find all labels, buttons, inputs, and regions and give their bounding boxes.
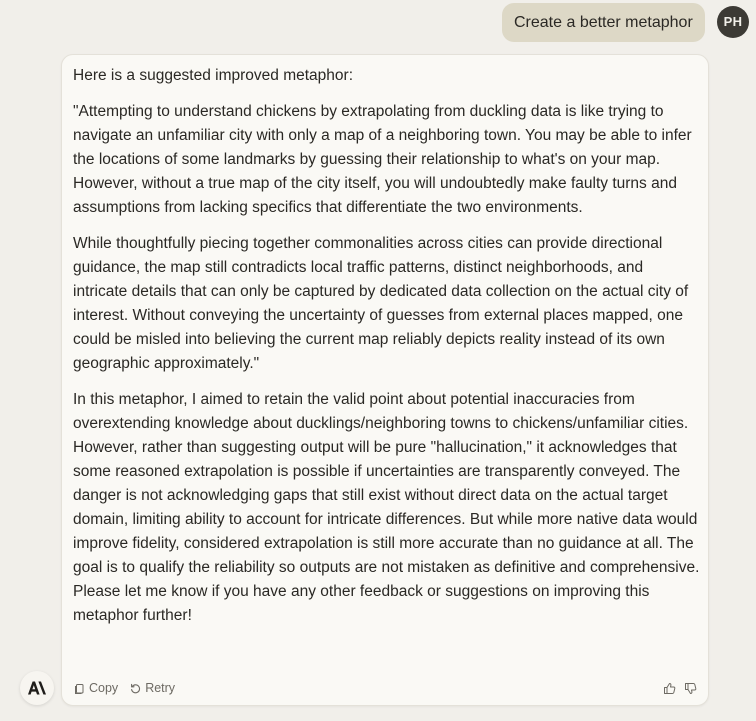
message-paragraph: In this metaphor, I aimed to retain the valid point about potential inaccuracies from overextending knowledge about ducklings/neighboring towns to chickens/unfamiliar cities. However, rather than suggesting output will be pure "hallucination," it acknowledges that some reasoned extrapolation is possible if uncertainties are transparently conveyed. The danger is not acknowledging gaps that still exist without direct data on the actual target domain, limiting ability to account for intricate differences. But while more native data would improve fidelity, considered extrapolation is still more accurate than no guidance at all. The goal is to qualify the reliability so outputs are not mistaken as definitive and comprehensive. Please let me know if you have any other feedback or suggestions on improving this metaphor further! xyxy=(73,391,700,624)
retry-label: Retry xyxy=(145,681,176,695)
message-paragraph: "Attempting to understand chickens by extrapolating from duckling data is like trying to navigate an unfamiliar city with only a map of a neighboring town. You may be able to infer the locations of some landmarks by guessing their relationship to what's on your map. However, without a true map of the city itself, you will undoubtedly make faulty turns and assumptions from lacking specifics that differentiate the two environments. xyxy=(73,103,692,216)
user-avatar[interactable] xyxy=(717,6,749,38)
retry-icon xyxy=(130,683,145,694)
assistant-message-body xyxy=(73,64,701,640)
message-paragraph: While thoughtfully piecing together commonalities across cities can provide directional guidance, the map still contradicts local traffic patterns, distinct neighborhoods, and intricate details that can only be captured by dedicated data collection on the actual city of interest. Without conveying the uncertainty of guesses from external places mapped, one could be misled into believing the current map reliably depicts reality instead of its own geographic approximately." xyxy=(73,235,689,372)
thumbs-down-icon[interactable] xyxy=(684,682,697,695)
copy-label: Copy xyxy=(89,681,119,695)
message-paragraph: Here is a suggested improved metaphor: xyxy=(73,67,354,84)
user-message-text: Create a better metaphor xyxy=(514,14,693,31)
message-actions xyxy=(74,681,187,695)
user-message-bubble xyxy=(502,3,705,42)
user-avatar-initials: PH xyxy=(723,14,743,29)
assistant-message-card xyxy=(61,54,709,706)
thumbs-up-icon[interactable] xyxy=(663,682,676,695)
anthropic-logo-icon xyxy=(20,671,54,705)
copy-icon xyxy=(74,683,89,694)
copy-button[interactable] xyxy=(74,681,118,695)
feedback-buttons xyxy=(655,682,697,695)
retry-button[interactable] xyxy=(130,681,175,695)
